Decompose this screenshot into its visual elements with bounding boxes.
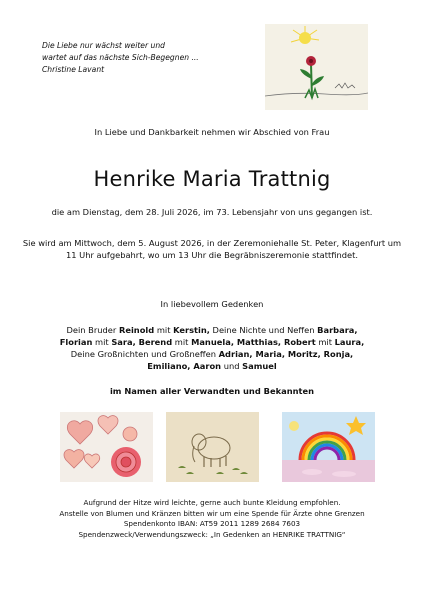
on-behalf-line: im Namen aller Verwandten und Bekannten <box>109 386 315 396</box>
family-name: Barbara, <box>317 325 358 335</box>
quote-line-2: wartet auf das nächste Sich-Begegnen ... <box>42 53 199 62</box>
family-name: Sara, Berend <box>111 337 173 347</box>
family-name: Laura, <box>334 337 365 347</box>
death-notice: die am Dienstag, dem 28. Juli 2026, im 73. Lebensjahr von uns gegangen ist. <box>51 207 373 217</box>
deceased-name: Henrike Maria Trattnig <box>93 167 331 191</box>
hearts-drawing-image <box>60 412 153 482</box>
intro-text: In Liebe und Dankbarkeit nehmen wir Abschied von Frau <box>94 127 330 137</box>
family-text: mit <box>92 337 112 347</box>
footer-line-clothing: Aufgrund der Hitze wird leichte, gerne auch bunte Kleidung empfohlen. <box>83 498 341 507</box>
family-name: Manuela, Matthias, Robert <box>191 337 316 347</box>
footer-line-donation: Anstelle von Blumen und Kränzen bitten wir um eine Spende für Ärzte ohne Grenzen <box>59 508 365 518</box>
family-text: Deine Nichte und Neffen <box>209 325 318 335</box>
family-text: mit <box>154 325 174 335</box>
family-name: Samuel <box>242 361 277 371</box>
family-name: Florian <box>59 337 93 347</box>
family-name: Kerstin, <box>173 325 210 335</box>
family-text: Deine Großnichten und Großneffen <box>70 349 219 359</box>
quote-line-1: Die Liebe nur wächst weiter und <box>42 41 165 50</box>
rose-drawing-image <box>265 24 368 110</box>
ceremony-info: Sie wird am Mittwoch, dem 5. August 2026, in der Zeremoniehalle St. Peter, Klagenfurt um 11 Uhr aufgebahrt, wo um 13 Uhr die Begräbniszeremonie stattfindet. <box>22 238 402 260</box>
footer-line-purpose: Spendenzweck/Verwendungszweck: „In Gedenken an HENRIKE TRATTNIG“ <box>78 529 346 539</box>
rainbow-drawing-image <box>282 412 375 482</box>
family-name: Emiliano, Aaron <box>147 361 222 371</box>
family-text: mit <box>172 337 192 347</box>
family-text: und <box>221 361 243 371</box>
family-text: mit <box>315 337 335 347</box>
footer-line-iban: Spendenkonto IBAN: AT59 2011 1289 2684 7603 <box>123 519 301 528</box>
memory-heading: In liebevollem Gedenken <box>160 299 264 309</box>
family-list <box>20 324 404 372</box>
family-text: Dein Bruder <box>66 325 119 335</box>
quote-author: Christine Lavant <box>42 65 105 74</box>
footer-notes <box>20 498 404 540</box>
elephant-drawing-image <box>166 412 259 482</box>
epigraph-quote <box>42 40 252 76</box>
family-name: Adrian, Maria, Moritz, Ronja, <box>218 349 354 359</box>
family-name: Reinold <box>118 325 155 335</box>
